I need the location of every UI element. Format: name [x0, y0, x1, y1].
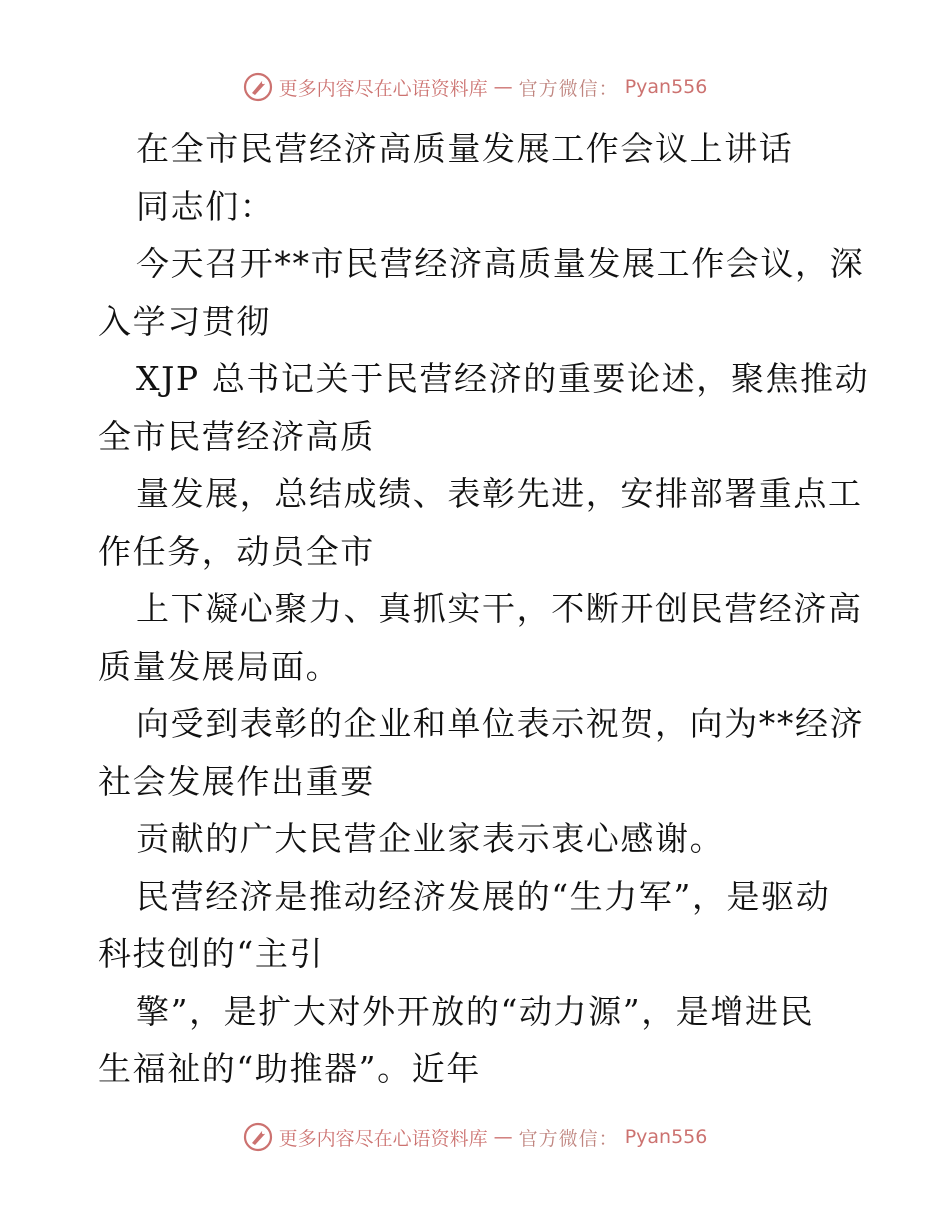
watermark-brand: 更多内容尽在心语资料库 [278, 1127, 488, 1150]
document-line: 同志们： [136, 186, 275, 226]
document-line: 作任务，动员全市 [98, 531, 375, 571]
document-line: 量发展，总结成绩、表彰先进，安排部署重点工 [136, 474, 863, 513]
document-body [98, 120, 870, 1098]
watermark-brand: 更多内容尽在心语资料库 [278, 77, 488, 100]
document-line: 生福祉的“助推器”。近年 [98, 1049, 481, 1088]
header-watermark [0, 72, 950, 102]
document-line: 上下凝心聚力、真抓实干，不断开创民营经济高 [136, 589, 863, 628]
document-line: 质量发展局面。 [98, 646, 341, 686]
pen-nib-logo-icon [243, 72, 273, 102]
document-line: 社会发展作出重要 [98, 761, 375, 801]
document-line: 在全市民营经济高质量发展工作会议上讲话 [136, 129, 794, 168]
document-line: 民营经济是推动经济发展的“生力军”，是驱动 [136, 876, 831, 916]
document-line: 向受到表彰的企业和单位表示祝贺，向为**经济 [136, 704, 865, 743]
document-line: 入学习贯彻 [98, 301, 271, 341]
document-line: 全市民营经济高质 [98, 416, 375, 456]
watermark-separator: — [493, 76, 513, 98]
watermark-wechat-id: Pyan556 [624, 76, 708, 98]
watermark-wechat-id: Pyan556 [624, 1126, 708, 1148]
footer-watermark [0, 1122, 950, 1152]
watermark-separator: — [493, 1126, 513, 1148]
document-line: 擎”，是扩大对外开放的“动力源”，是增进民 [136, 991, 815, 1031]
watermark-wechat-label: 官方微信： [518, 77, 619, 100]
document-line: 贡献的广大民营企业家表示衷心感谢。 [136, 819, 725, 858]
pen-nib-logo-icon [243, 1122, 273, 1152]
watermark-wechat-label: 官方微信： [518, 1127, 619, 1150]
document-line: 科技创的“主引 [98, 934, 325, 973]
document-line: XJP 总书记关于民营经济的重要论述，聚焦推动 [136, 359, 870, 398]
document-line: 今天召开**市民营经济高质量发展工作会议，深 [136, 244, 865, 283]
